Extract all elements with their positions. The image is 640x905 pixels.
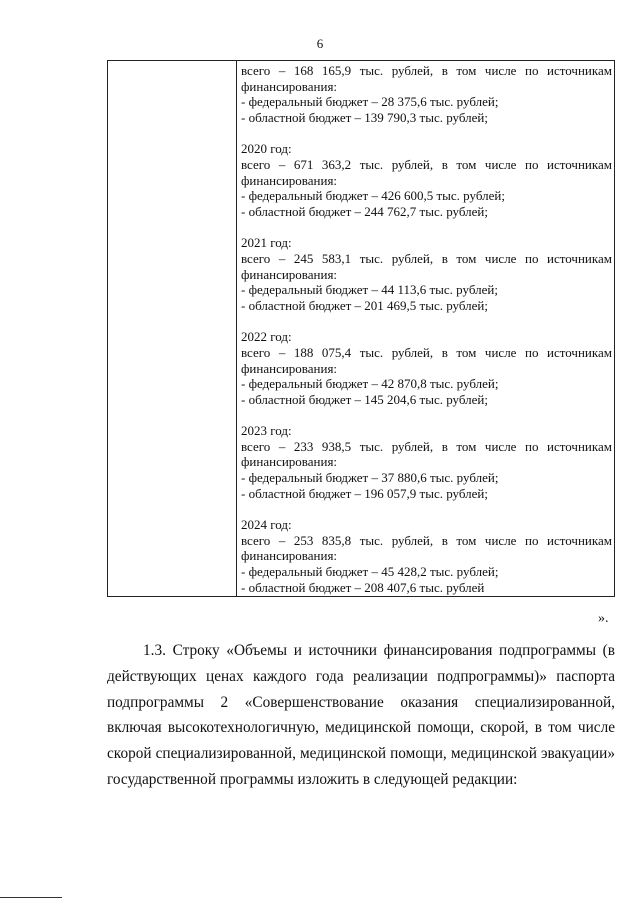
year-heading: 2020 год: — [241, 141, 292, 157]
regional-budget-line: - областной бюджет – 145 204,6 тыс. рублей; — [241, 391, 488, 407]
regional-budget-line: - областной бюджет – 201 469,5 тыс. рублей; — [241, 297, 488, 313]
year-heading: 2021 год: — [241, 235, 292, 251]
page-number: 6 — [316, 36, 324, 51]
paragraph-line: подпрограммы 2 «Совершенствование оказания специализированной, — [107, 693, 615, 711]
sources-label: финансирования: — [241, 266, 338, 282]
total-line: всего – 233 938,5 тыс. рублей, в том числе по источникам — [241, 438, 612, 454]
regional-budget-line: - областной бюджет – 139 790,3 тыс. рублей; — [241, 109, 488, 125]
sources-label: финансирования: — [241, 454, 338, 470]
total-line: всего – 671 363,2 тыс. рублей, в том числе по источникам — [241, 156, 612, 172]
paragraph-line: государственной программы изложить в следующей редакции: — [107, 770, 518, 788]
footnote-divider — [0, 897, 62, 898]
federal-budget-line: - федеральный бюджет – 426 600,5 тыс. рублей; — [241, 188, 505, 204]
paragraph-line: действующих ценах каждого года реализации подпрограммы)» паспорта — [107, 667, 615, 685]
year-heading: 2023 год: — [241, 423, 292, 439]
paragraph-line: скорой специализированной, медицинской помощи, медицинской эвакуации» — [107, 745, 615, 763]
year-heading: 2022 год: — [241, 329, 292, 345]
amendment-paragraph — [107, 638, 615, 793]
regional-budget-line: - областной бюджет – 208 407,6 тыс. рублей — [241, 579, 485, 595]
total-line: всего – 168 165,9 тыс. рублей, в том числе по источникам — [241, 63, 612, 78]
closing-quote: ». — [598, 611, 609, 626]
total-line: всего – 245 583,1 тыс. рублей, в том числе по источникам — [241, 250, 612, 266]
total-line: всего – 188 075,4 тыс. рублей, в том числе по источникам — [241, 344, 612, 360]
financing-block-2021 — [241, 235, 612, 313]
federal-budget-line: - федеральный бюджет – 44 113,6 тыс. рублей; — [241, 282, 498, 298]
year-heading: 2024 год: — [241, 517, 292, 533]
federal-budget-line: - федеральный бюджет – 37 880,6 тыс. рублей; — [241, 470, 499, 486]
financing-block-2020 — [241, 141, 612, 219]
sources-label: финансирования: — [241, 78, 338, 94]
federal-budget-line: - федеральный бюджет – 42 870,8 тыс. рублей; — [241, 376, 499, 392]
sources-label: финансирования: — [241, 548, 338, 564]
federal-budget-line: - федеральный бюджет – 45 428,2 тыс. рублей; — [241, 564, 499, 580]
total-line: всего – 253 835,8 тыс. рублей, в том числе по источникам — [241, 532, 612, 548]
regional-budget-line: - областной бюджет – 244 762,7 тыс. рублей; — [241, 203, 488, 219]
sources-label: финансирования: — [241, 360, 338, 376]
table-row — [108, 61, 615, 597]
financing-table — [107, 60, 615, 597]
federal-budget-line: - федеральный бюджет – 28 375,6 тыс. рублей; — [241, 94, 499, 110]
financing-block-2022 — [241, 329, 612, 407]
paragraph-line: 1.3. Строку «Объемы и источники финансирования подпрограммы (в — [143, 642, 615, 659]
paragraph-line: включая высокотехнологичную, медицинской помощи, скорой, в том числе — [107, 719, 615, 737]
financing-block-2024 — [241, 517, 612, 595]
financing-block-2023 — [241, 423, 612, 501]
sources-label: финансирования: — [241, 172, 338, 188]
financing-block-intro — [241, 63, 612, 125]
table-cell-empty — [108, 61, 237, 597]
financing-details-cell — [237, 61, 615, 597]
regional-budget-line: - областной бюджет – 196 057,9 тыс. рублей; — [241, 485, 488, 501]
